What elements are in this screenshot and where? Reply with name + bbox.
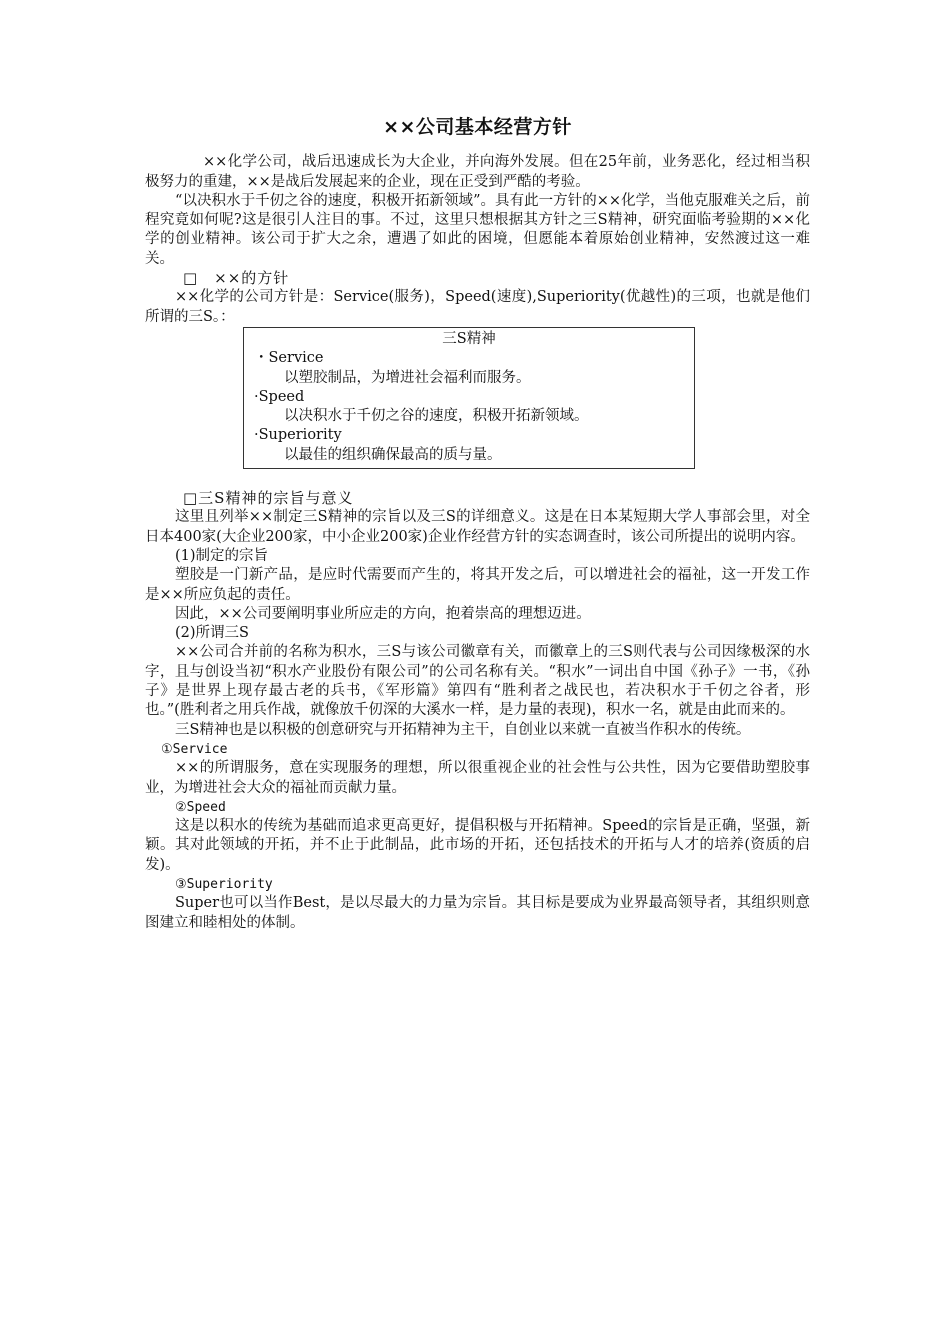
document-page (145, 118, 810, 933)
intro-paragraph-2: “以决积水于千仞之谷的速度，积极开拓新领域”。具有此一方针的××化学，当他克服难关之后，前程究竟如何呢?这是很引人注目的事。不过，这里只想根据其方针之三S精神，研究面临考验期的××化学的创业精神。该公司于扩大之余，遭遇了如此的困境，但愿能本着原始创业精神，安然渡过这一难关。 (145, 192, 810, 267)
subheading-speed: ②Speed (175, 799, 226, 815)
three-s-spirit-box (243, 327, 695, 469)
three-s-paragraph-2: 三S精神也是以积极的创意研究与开拓精神为主干，自创业以来就一直被当作积水的传统。 (175, 721, 751, 738)
box-item-label: ·Superiority (254, 427, 342, 444)
service-paragraph: ××的所谓服务，意在实现服务的理想，所以很重视企业的社会性与公共性，因为它要借助塑胶事业，为增进社会大众的福祉而贡献力量。 (145, 760, 810, 796)
purpose-paragraph-1: 塑胶是一门新产品，是应时代需要而产生的，将其开发之后，可以增进社会的福祉，这一开发工作是××所应负起的责任。 (145, 567, 810, 603)
section-heading-policy: □ ××的方针 (183, 269, 290, 288)
box-title: 三S精神 (442, 330, 496, 347)
section-heading-meaning: □三S精神的宗旨与意义 (183, 489, 354, 508)
purpose-paragraph-2: 因此，××公司要阐明事业所应走的方向，抱着崇高的理想迈进。 (175, 605, 591, 622)
policy-paragraph: ××化学的公司方针是：Service(服务)，Speed(速度),Superiority(优越性)的三项，也就是他们所谓的三S。： (145, 289, 810, 325)
subheading-purpose: (1)制定的宗旨 (175, 547, 269, 564)
three-s-paragraph-1: ××公司合并前的名称为积水，三S与该公司徽章有关，而徽章上的三S则代表与公司因缘极深的水字，且与创设当初“积水产业股份有限公司”的公司名称有关。“积水”一词出自中国《孙子》一书，《孙子》是世界上现存最古老的兵书，《军形篇》第四有“胜利者之战民也，若决积水于千仞之谷者，形也。”(胜利者之用兵作战，就像放千仞深的大溪水一样，是力量的表现)，积水一名，就是由此而来的。 (145, 644, 810, 719)
speed-paragraph: 这是以积水的传统为基础而追求更高更好，提倡积极与开拓精神。Speed的宗旨是正确，坚强，新颖。其对此领域的开拓，并不止于此制品，此市场的开拓，还包括技术的开拓与人才的培养(资质的启发)。 (145, 818, 810, 873)
superiority-paragraph: Super也可以当作Best，是以尽最大的力量为宗旨。其目标是要成为业界最高领导者，其组织则意图建立和睦相处的体制。 (145, 895, 810, 931)
subheading-superiority: ③Superiority (175, 876, 273, 892)
box-item-label: ·Speed (254, 388, 305, 405)
subheading-three-s: (2)所谓三S (175, 625, 249, 642)
subheading-service: ①Service (161, 741, 228, 757)
document-title: ××公司基本经营方针 (383, 116, 572, 138)
meaning-paragraph-1: 这里且列举××制定三S精神的宗旨以及三S的详细意义。这是在日本某短期大学人事部会里，对全日本400家(大企业200家，中小企业200家)企业作经营方针的实态调查时，该公司所提出的说明内容。 (145, 509, 810, 545)
box-item-desc: 以最佳的组织确保最高的质与量。 (284, 446, 502, 463)
box-item-label: ・Service (254, 350, 324, 367)
box-item-desc: 以决积水于千仞之谷的速度，积极开拓新领域。 (284, 408, 589, 425)
box-item-desc: 以塑胶制品，为增进社会福利而服务。 (284, 369, 531, 386)
intro-paragraph-1: ××化学公司，战后迅速成长为大企业，并向海外发展。但在25年前，业务恶化，经过相当积极努力的重建，××是战后发展起来的企业，现在正受到严酷的考验。 (145, 154, 810, 190)
